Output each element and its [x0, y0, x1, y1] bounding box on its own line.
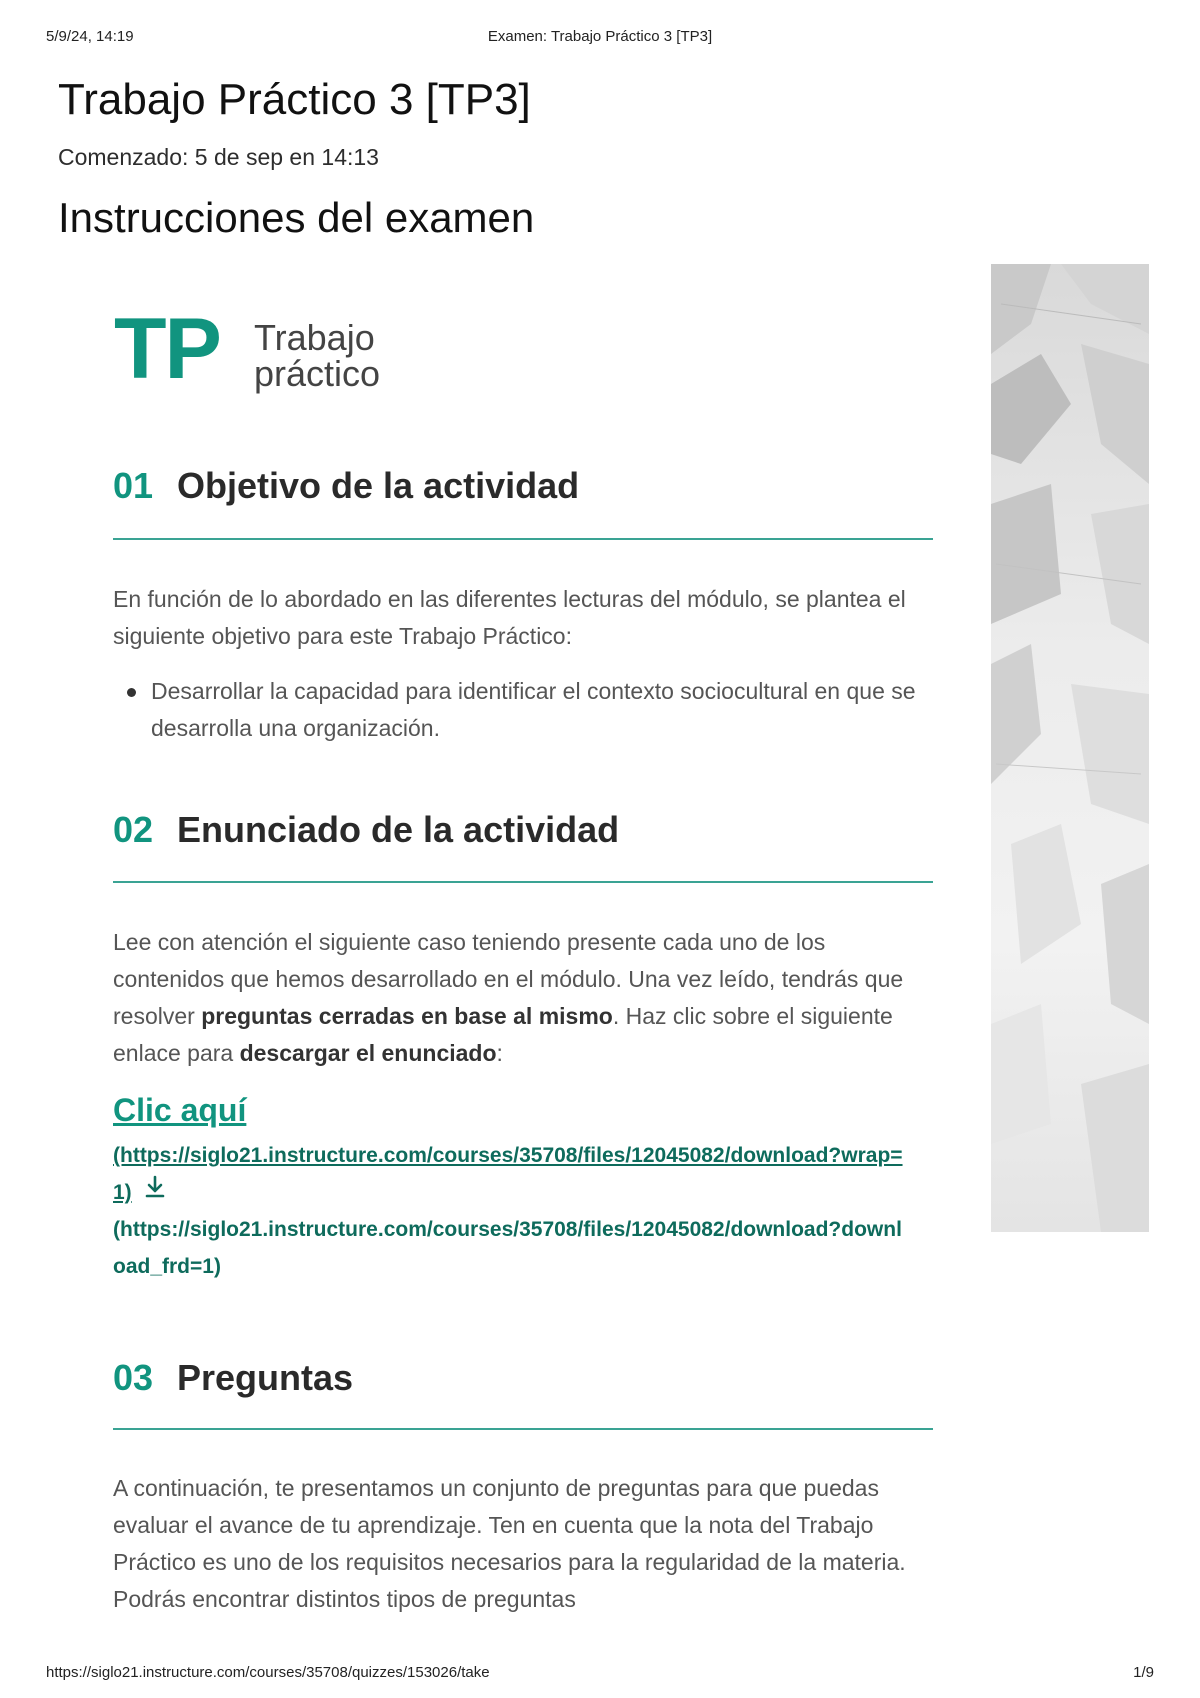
section-label: Enunciado de la actividad [177, 809, 620, 850]
print-footer-url: https://siglo21.instructure.com/courses/35708/quizzes/153026/take [46, 1664, 490, 1681]
statement-text-1: Lee con atención el siguiente caso teniendo presente cada uno de los contenidos que hemos desarrollado en el módulo. Una vez leído, tendrás que resolver [113, 929, 904, 1029]
section-heading-statement [113, 804, 933, 856]
statement-link-url[interactable] [113, 1137, 913, 1212]
list-item [113, 673, 938, 747]
instructions-heading: Instrucciones del examen [58, 194, 535, 241]
tp-logo [114, 301, 394, 400]
download-icon[interactable] [142, 1174, 168, 1212]
tp-logo-mark: TP [114, 301, 220, 397]
statement-text-3: : [496, 1040, 503, 1066]
section-label: Objetivo de la actividad [177, 465, 580, 506]
print-date: 5/9/24, 14:19 [46, 28, 134, 45]
tp-logo-word-2: práctico [254, 353, 381, 394]
statement-bold-1: preguntas cerradas en base al mismo [201, 1003, 613, 1029]
section-number: 03 [113, 1357, 154, 1398]
objective-list [113, 673, 938, 747]
section-divider [113, 538, 933, 540]
print-header [46, 28, 1154, 50]
download-statement-link[interactable]: Clic aquí [113, 1092, 247, 1128]
section-divider [113, 1428, 933, 1430]
questions-intro: A continuación, te presentamos un conjunto de preguntas para que puedas evaluar el avance de tu aprendizaje. Ten en cuenta que la nota del Trabajo Práctico es uno de los requisitos necesarios para la regularidad de la materia. Podrás encontrar distintos tipos de preguntas [113, 1475, 906, 1612]
download-link-url[interactable]: (https://siglo21.instructure.com/courses/35708/files/12045082/download?download_frd=1) [113, 1218, 902, 1278]
statement-bold-2: descargar el enunciado [239, 1040, 497, 1066]
print-document-title: Examen: Trabajo Práctico 3 [TP3] [487, 28, 713, 45]
section-divider [113, 881, 933, 883]
statement-link-url-text: (https://siglo21.instructure.com/courses/35708/files/12045082/download?wrap=1) [113, 1144, 903, 1204]
objective-intro: En función de lo abordado en las diferentes lecturas del módulo, se plantea el siguiente objetivo para este Trabajo Práctico: [113, 586, 906, 649]
statement-paragraph [113, 924, 938, 1072]
section-heading-objective [113, 460, 933, 512]
started-timestamp: Comenzado: 5 de sep en 14:13 [58, 144, 379, 170]
list-item-text: Desarrollar la capacidad para identificar el contexto sociocultural en que se desarrolla una organización. [151, 678, 916, 741]
section-heading-questions [113, 1352, 933, 1404]
bullet-icon [127, 688, 136, 697]
section-number: 02 [113, 809, 154, 850]
print-page-number: 1/9 [1133, 1664, 1154, 1681]
section-label: Preguntas [177, 1357, 354, 1398]
decorative-side-image [991, 264, 1149, 1232]
tp-logo-word-1: Trabajo [254, 317, 375, 358]
section-number: 01 [113, 465, 154, 506]
page-title: Trabajo Práctico 3 [TP3] [58, 75, 531, 124]
statement-text-2: . Haz clic sobre el siguiente enlace para [113, 1003, 893, 1066]
